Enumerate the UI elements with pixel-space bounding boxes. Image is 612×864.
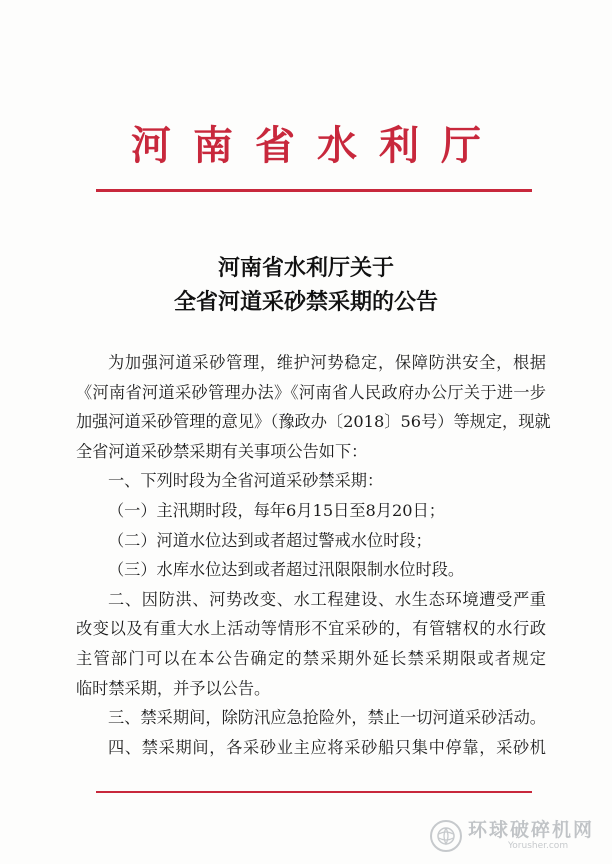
watermark-url: Yorusher.com — [507, 841, 569, 851]
body-line: 《河南省河道采砂管理办法》《河南省人民政府办公厅关于进一步 — [76, 382, 546, 402]
body-line: 四、禁采期间，各采砂业主应将采砂船只集中停靠，采砂机 — [108, 737, 546, 757]
header-red-rule — [96, 189, 532, 192]
footer-red-rule — [96, 791, 532, 793]
document-title-line-2: 全省河道采砂禁采期的公告 — [173, 289, 438, 315]
globe-logo-icon — [430, 820, 462, 852]
body-line: （二）河道水位达到或者超过警戒水位时段； — [108, 530, 432, 550]
body-line: 二、因防洪、河势改变、水工程建设、水生态环境遭受严重 — [108, 589, 546, 609]
document-title-line-1: 河南省水利厅关于 — [217, 255, 394, 281]
body-line: 临时禁采期，并予以公告。 — [76, 678, 271, 698]
body-line: （三）水库水位达到或者超过汛限限制水位时段。 — [108, 560, 465, 580]
body-line: 主管部门可以在本公告确定的禁采期外延长禁采期限或者规定 — [76, 648, 546, 668]
watermark-text: 环球破碎机网 — [467, 819, 594, 841]
watermark — [430, 819, 594, 852]
body-line: 三、禁采期间，除防汛应急抢险外，禁止一切河道采砂活动。 — [108, 708, 546, 728]
body-line: （一）主汛期时段，每年6月15日至8月20日； — [108, 500, 445, 520]
body-line: 一、下列时段为全省河道采砂禁采期： — [108, 471, 384, 491]
body-line: 全省河道采砂禁采期有关事项公告如下： — [76, 441, 368, 461]
document-body — [76, 348, 551, 762]
organization-header: 河南省水利厅 — [131, 122, 503, 169]
body-line: 加强河道采砂管理的意见》（豫政办〔2018〕56号）等规定，现就 — [76, 412, 551, 432]
body-line: 改变以及有重大水上活动等情形不宜采砂的，有管辖权的水行政 — [76, 619, 546, 639]
body-line: 为加强河道采砂管理，维护河势稳定，保障防洪安全，根据 — [108, 353, 546, 372]
